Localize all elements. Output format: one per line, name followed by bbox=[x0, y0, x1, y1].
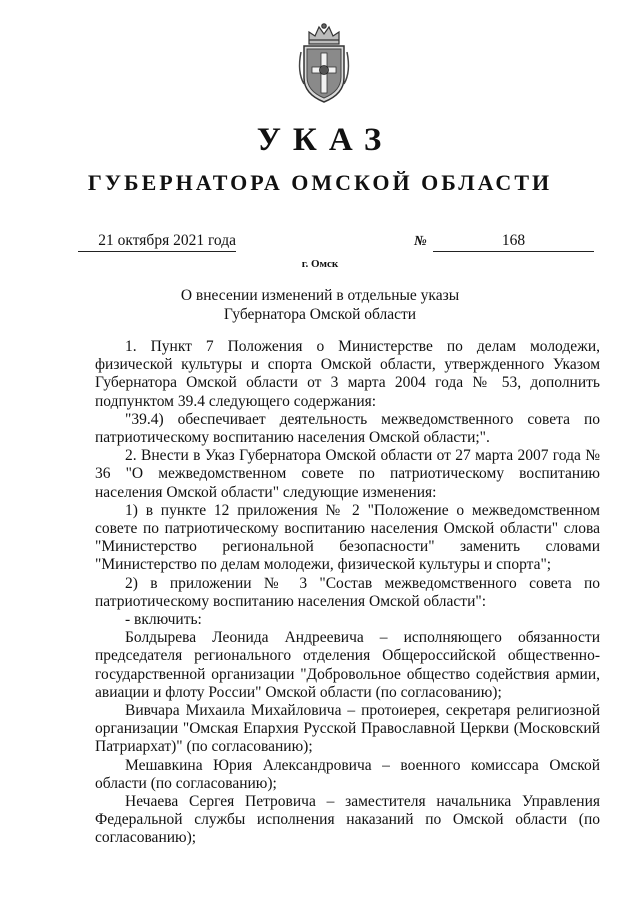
paragraph: "39.4) обеспечивает деятельность межведомственного совета по патриотическому воспитанию населения Омской области;". bbox=[95, 410, 600, 447]
omsk-coat-of-arms-emblem bbox=[295, 22, 353, 106]
paragraph: 2. Внести в Указ Губернатора Омской области от 27 марта 2007 года № 36 "О межведомственном совете по патриотическому воспитанию населения Омской области" следующие изменения: bbox=[95, 447, 600, 501]
decree-body bbox=[95, 338, 600, 848]
paragraph: 1. Пункт 7 Положения о Министерстве по делам молодежи, физической культуры и спорта Омской области, утвержденного Указом Губернатора Омской области от 3 марта 2004 года № 53, дополнить подпунктом 39.4 следующего содержания: bbox=[95, 338, 600, 410]
issuer-subtitle: ГУБЕРНАТОРА ОМСКОЙ ОБЛАСТИ bbox=[87, 170, 553, 195]
decree-date: 21 октября 2021 года bbox=[78, 232, 236, 252]
heading-line-2: Губернатора Омской области bbox=[223, 306, 417, 323]
paragraph: - включить: bbox=[125, 611, 202, 629]
city-label: г. Омск bbox=[301, 258, 339, 270]
heading-line-1: О внесении изменений в отдельные указы bbox=[180, 287, 460, 304]
paragraph: Вивчара Михаила Михайловича – протоиерея, секретаря религиозной организации "Омская Епархия Русской Православной Церкви (Московский Патриархат)" (по согласованию); bbox=[95, 702, 600, 756]
paragraph: Болдырева Леонида Андреевича – исполняющего обязанности председателя регионального отделения Общероссийской общественно-государственной организации "Добровольное общество содействия армии, авиации и флоту России" Омской области (по согласованию); bbox=[95, 629, 600, 701]
paragraph: 2) в приложении № 3 "Состав межведомственного совета по патриотическому воспитанию населения Омской области": bbox=[95, 574, 600, 610]
number-sign: № bbox=[414, 234, 427, 249]
decree-number: 168 bbox=[433, 232, 594, 252]
decree-heading bbox=[0, 286, 640, 324]
paragraph: Мешавкина Юрия Александровича – военного комиссара Омской области (по согласованию); bbox=[95, 756, 600, 792]
paragraph: Нечаева Сергея Петровича – заместителя начальника Управления Федеральной службы исполнения наказаний по Омской области (по согласованию); bbox=[95, 793, 600, 847]
document-type-title: УКАЗ bbox=[256, 122, 394, 158]
paragraph: 1) в пункте 12 приложения № 2 "Положение о межведомственном совете по патриотическому воспитанию населения Омской области" слова "Министерство региональной безопасности" заменить словами "Министерство по делам молодежи, физической культуры и спорта"; bbox=[95, 501, 600, 574]
